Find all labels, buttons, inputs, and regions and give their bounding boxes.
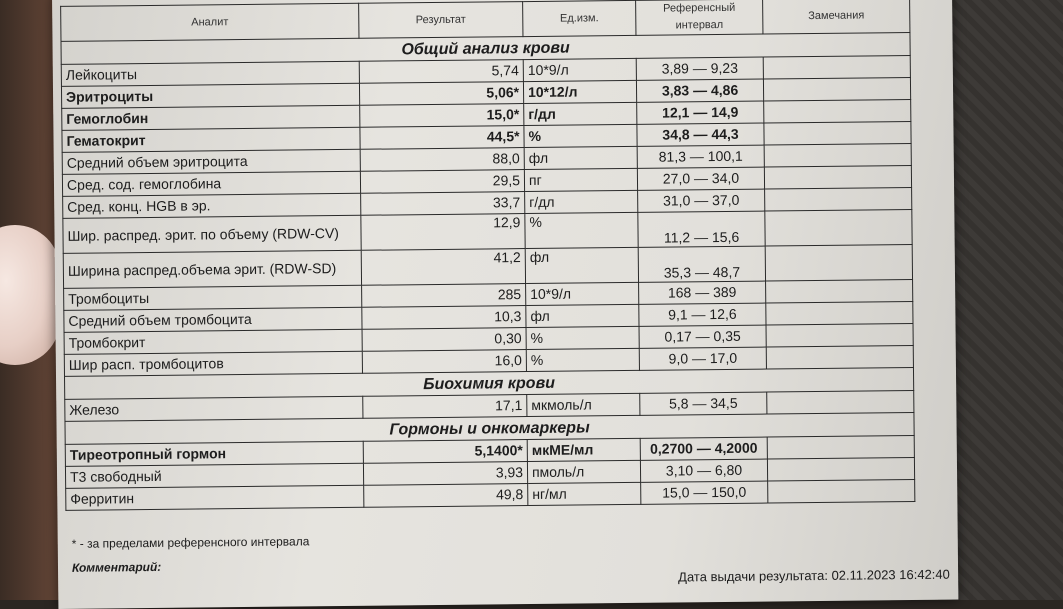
result-value: 33,7	[361, 192, 525, 216]
remark-cell	[768, 479, 915, 503]
result-unit: %	[526, 348, 639, 371]
result-value: 10,3	[362, 306, 526, 330]
section-title-cbc: Общий анализ крови	[61, 33, 910, 65]
result-unit: мкмоль/л	[527, 393, 640, 416]
reference-range: 168 — 389	[639, 281, 766, 304]
result-value: 5,06*	[359, 82, 523, 106]
result-value: 17,1	[363, 395, 527, 419]
reference-range: 3,83 — 4,86	[636, 79, 763, 102]
remark-cell	[767, 457, 914, 481]
section-title-hormones: Гормоны и онкомаркеры	[65, 412, 914, 444]
analyte-name: Сред. конц. HGB в эр.	[63, 193, 361, 218]
finger	[0, 225, 60, 365]
result-value: 41,2	[361, 249, 525, 286]
reference-range: 15,0 — 150,0	[641, 481, 768, 504]
result-unit: мкМЕ/мл	[527, 438, 640, 461]
remark-cell	[764, 144, 911, 168]
result-unit: пмоль/л	[527, 460, 640, 483]
remark-cell	[765, 210, 912, 247]
remark-cell	[766, 324, 913, 348]
remark-cell	[765, 188, 912, 212]
analyte-name: Тромбоциты	[64, 285, 362, 310]
analyte-name: Средний объем эритроцита	[62, 149, 360, 174]
remark-cell	[763, 56, 910, 80]
analyte-name: Средний объем тромбоцита	[64, 307, 362, 332]
result-value: 16,0	[362, 350, 526, 374]
result-unit: г/дл	[524, 102, 637, 125]
analyte-name-text: Ширина распред.объема эрит. (RDW-SD)	[67, 260, 337, 279]
reference-range: 34,8 — 44,3	[637, 123, 764, 146]
issue-date: Дата выдачи результата: 02.11.2023 16:42:40	[678, 566, 950, 585]
remark-cell	[764, 122, 911, 146]
analyte-name	[63, 250, 361, 288]
analyte-name: Лейкоциты	[61, 61, 359, 86]
reference-range: 27,0 — 34,0	[637, 167, 764, 190]
remark-cell	[764, 166, 911, 190]
reference-range: 9,0 — 17,0	[639, 347, 766, 370]
header-result: Результат	[359, 2, 523, 39]
results-table	[60, 0, 915, 511]
reference-range: 0,2700 — 4,2000	[640, 437, 767, 460]
result-unit: фл	[525, 247, 638, 283]
comment-label: Комментарий:	[71, 559, 162, 575]
header-reference: Референсный интервал	[636, 0, 763, 35]
reference-range: 3,89 — 9,23	[636, 57, 763, 80]
result-unit: 10*12/л	[523, 80, 636, 103]
result-value: 3,93	[363, 462, 527, 486]
result-value: 285	[362, 284, 526, 308]
result-value: 12,9	[361, 214, 525, 251]
result-unit: %	[526, 326, 639, 349]
result-unit: нг/мл	[528, 482, 641, 505]
analyte-name: Гемоглобин	[62, 105, 360, 130]
analyte-name: Т3 свободный	[65, 463, 363, 488]
remark-cell	[766, 280, 913, 304]
result-value: 88,0	[360, 148, 524, 172]
result-value: 44,5*	[360, 126, 524, 150]
analyte-name: Эритроциты	[61, 83, 359, 108]
result-value: 5,74	[359, 60, 523, 84]
header-analyte: Аналит	[61, 3, 359, 41]
analyte-name: Ферритин	[66, 485, 364, 510]
reference-range: 3,10 — 6,80	[640, 459, 767, 482]
analyte-name: Тромбокрит	[64, 329, 362, 354]
result-value: 15,0*	[360, 104, 524, 128]
analyte-name: Железо	[65, 396, 363, 421]
result-unit: %	[525, 212, 638, 248]
analyte-name	[63, 215, 361, 253]
remark-cell	[766, 302, 913, 326]
out-of-range-note: * - за пределами референсного интервала	[71, 534, 310, 551]
result-value: 5,1400*	[363, 440, 527, 464]
lab-report-sheet	[52, 0, 958, 609]
remark-cell	[767, 390, 914, 414]
remark-cell	[765, 245, 912, 282]
remark-cell	[763, 78, 910, 102]
reference-range: 9,1 — 12,6	[639, 303, 766, 326]
result-unit: пг	[524, 168, 637, 191]
analyte-name: Гематокрит	[62, 127, 360, 152]
remark-cell	[764, 100, 911, 124]
analyte-name: Тиреотропный гормон	[65, 441, 363, 466]
reference-range: 31,0 — 37,0	[638, 189, 765, 212]
reference-range: 12,1 — 14,9	[637, 101, 764, 124]
reference-range: 5,8 — 34,5	[640, 392, 767, 415]
result-unit: фл	[526, 304, 639, 327]
result-unit: г/дл	[525, 190, 638, 213]
result-value: 49,8	[364, 484, 528, 508]
result-unit: %	[524, 124, 637, 147]
section-title-biochem: Биохимия крови	[65, 367, 914, 399]
result-unit: 10*9/л	[523, 58, 636, 81]
analyte-name-text: Шир. распред. эрит. по объему (RDW-CV)	[67, 225, 340, 244]
remark-cell	[767, 435, 914, 459]
result-value: 0,30	[362, 328, 526, 352]
header-remarks: Замечания	[763, 0, 910, 34]
remark-cell	[766, 346, 913, 370]
reference-range: 35,3 — 48,7	[638, 246, 765, 282]
result-unit: 10*9/л	[526, 282, 639, 305]
result-unit: фл	[524, 146, 637, 169]
reference-range: 11,2 — 15,6	[638, 211, 765, 247]
result-value: 29,5	[360, 170, 524, 194]
header-unit: Ед.изм.	[523, 0, 636, 36]
reference-range: 81,3 — 100,1	[637, 145, 764, 168]
reference-range: 0,17 — 0,35	[639, 325, 766, 348]
analyte-name: Шир расп. тромбоцитов	[64, 351, 362, 376]
analyte-name: Сред. сод. гемоглобина	[62, 171, 360, 196]
